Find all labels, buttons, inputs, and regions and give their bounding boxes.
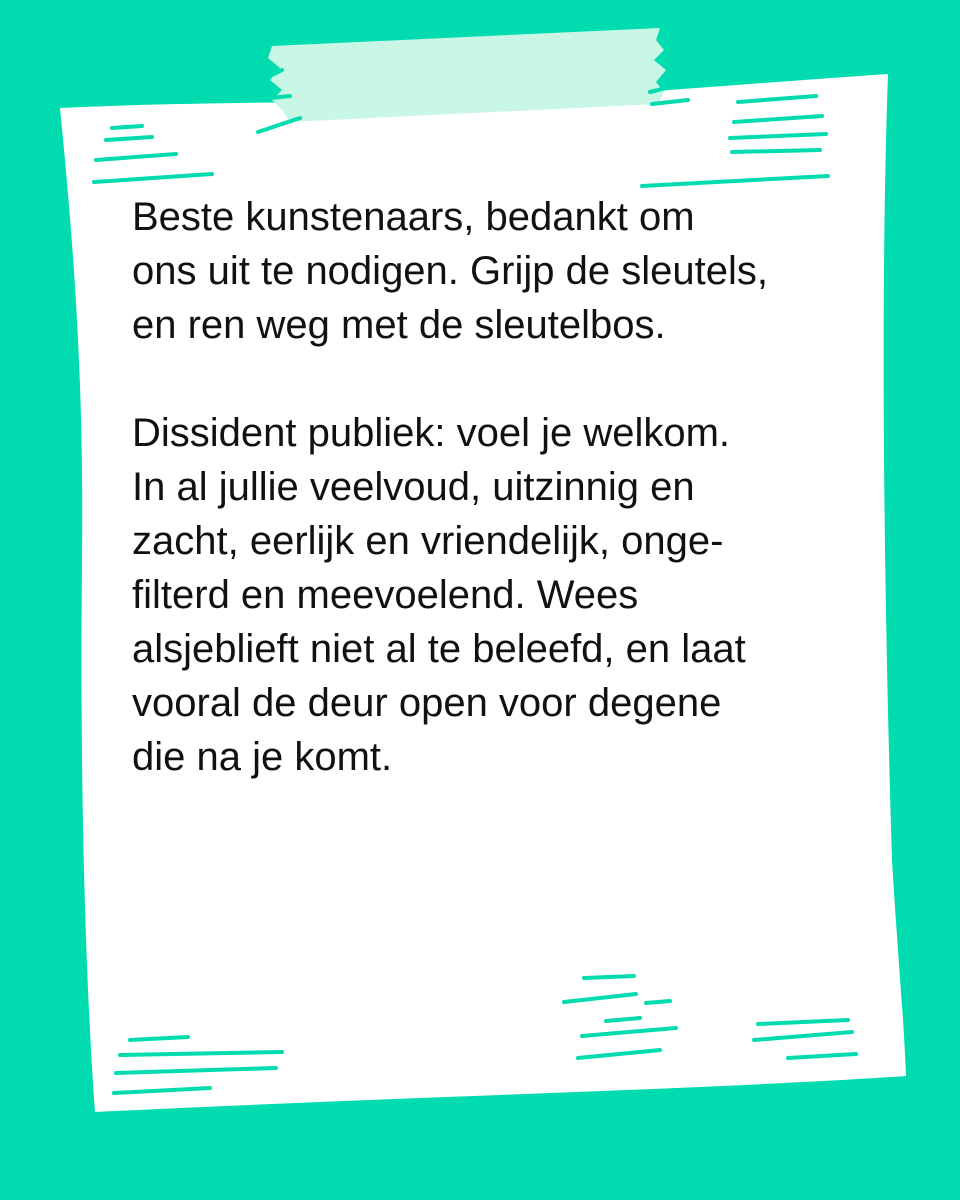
letter-line: In al jullie veelvoud, uitzinnig en (132, 465, 695, 509)
letter-line: zacht, eerlijk en vriendelijk, onge- (132, 519, 724, 563)
letter-paragraph-2 (132, 406, 852, 784)
letter-line: en ren weg met de sleutelbos. (132, 303, 666, 347)
letter-line: Dissident publiek: voel je welkom. (132, 411, 731, 455)
letter-line: alsjeblieft niet al te beleefd, en laat (132, 627, 746, 671)
letter-line: filterd en meevoelend. Wees (132, 573, 639, 617)
letter-text (132, 190, 852, 784)
letter-line: vooral de deur open voor degene (132, 681, 722, 725)
letter-line: ons uit te nodigen. Grijp de sleutels, (132, 249, 768, 293)
letter-line: die na je komt. (132, 735, 393, 779)
letter-line: Beste kunstenaars, bedankt om (132, 195, 695, 239)
letter-paragraph-1 (132, 190, 852, 352)
